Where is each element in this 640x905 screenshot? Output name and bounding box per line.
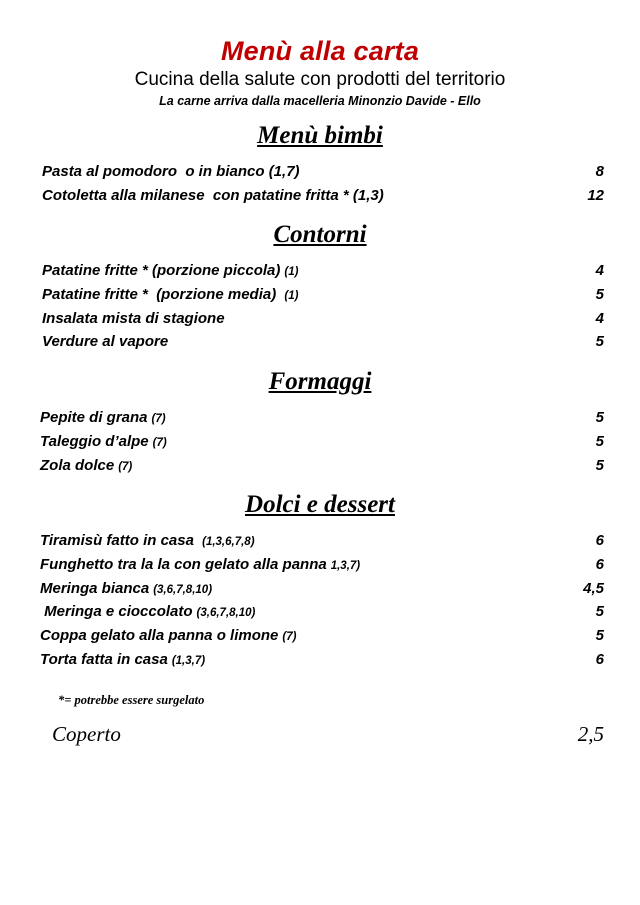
menu-item-price: 5 (595, 603, 604, 621)
menu-item-row (30, 330, 610, 354)
frozen-food-note: *= potrebbe essere surgelato (58, 693, 205, 708)
menu-item-price: 4,5 (583, 579, 604, 597)
menu-item-allergens: (7) (118, 460, 133, 473)
menu-item-price: 12 (587, 186, 604, 204)
menu-item-price: 4 (595, 262, 604, 280)
menu-item-price: 4 (595, 309, 604, 327)
menu-item-row (30, 160, 610, 184)
section-heading: Dolci e dessert (245, 491, 395, 519)
coperto-row (52, 722, 604, 747)
menu-item-list (30, 529, 610, 671)
menu-item-allergens: (1,3,7) (171, 654, 206, 667)
menu-item-name: Funghetto tra la la con gelato alla panna (40, 555, 327, 573)
menu-item-name: Torta fatta in casa (40, 650, 168, 668)
menu-item-allergens: 1,3,7) (330, 559, 361, 572)
coperto-label: Coperto (52, 722, 121, 747)
menu-item-allergens: (7) (152, 436, 167, 449)
menu-item-row (30, 259, 610, 283)
menu-item-row (30, 430, 610, 454)
menu-item-name: Insalata mista di stagione (42, 309, 225, 327)
menu-item-price: 5 (595, 286, 604, 304)
menu-item-row (30, 454, 610, 478)
menu-item-allergens: (1,3,6,7,8) (202, 536, 255, 549)
menu-item-allergens: (7) (151, 413, 166, 426)
menu-item-price: 5 (595, 456, 604, 474)
menu-item-price: 5 (595, 409, 604, 427)
menu-item-name: Verdure al vapore (42, 333, 169, 351)
menu-item-row (30, 184, 610, 208)
menu-item-row (30, 529, 610, 553)
section-heading: Contorni (273, 221, 367, 249)
menu-item-price: 6 (595, 532, 604, 550)
section-heading: Formaggi (268, 368, 372, 396)
meat-origin-note: La carne arriva dalla macelleria Minonzio Davide - Ello (159, 94, 481, 108)
menu-section (30, 368, 610, 477)
menu-item-list (30, 160, 610, 207)
menu-item-name: Cotoletta alla milanese con patatine fritta * (1,3) (42, 186, 384, 204)
menu-item-row (30, 283, 610, 307)
menu-item-name: Patatine fritte * (porzione piccola) (42, 262, 281, 280)
menu-item-price: 5 (595, 333, 604, 351)
coperto-price: 2,5 (577, 722, 604, 747)
menu-item-allergens: (1) (284, 266, 299, 279)
menu-item-price: 6 (595, 650, 604, 668)
menu-item-row (30, 307, 610, 331)
menu-item-name: Pasta al pomodoro o in bianco (1,7) (42, 163, 300, 180)
menu-sections (30, 122, 610, 671)
menu-item-list (30, 406, 610, 477)
menu-item-price: 6 (595, 555, 604, 573)
menu-item-name: Coppa gelato alla panna o limone (40, 626, 279, 644)
menu-item-price: 5 (595, 432, 604, 450)
menu-item-name: Pepite di grana (40, 409, 148, 427)
menu-item-allergens: (7) (282, 630, 297, 643)
menu-item-name: Meringa bianca (40, 579, 150, 597)
menu-item-name: Zola dolce (40, 456, 115, 474)
menu-section (30, 221, 610, 354)
menu-section (30, 491, 610, 671)
menu-item-name: Taleggio d’alpe (40, 432, 149, 450)
page-subtitle: Cucina della salute con prodotti del territorio (134, 69, 506, 90)
menu-item-allergens: (3,6,7,8,10) (153, 583, 213, 596)
section-heading: Menù bimbi (257, 122, 383, 149)
menu-item-list (30, 259, 610, 354)
menu-item-name: Patatine fritte * (porzione media) (42, 286, 281, 304)
menu-item-price: 5 (595, 626, 604, 644)
menu-item-name: Tiramisù fatto in casa (40, 532, 199, 550)
menu-item-row (30, 648, 610, 672)
menu-section (30, 122, 610, 207)
menu-item-name: Meringa e cioccolato (40, 603, 193, 621)
page-title: Menù alla carta (220, 36, 420, 66)
menu-item-row (30, 600, 610, 624)
menu-item-row (30, 553, 610, 577)
menu-item-row (30, 406, 610, 430)
menu-item-row (30, 624, 610, 648)
menu-item-allergens: (3,6,7,8,10) (196, 607, 256, 620)
menu-item-row (30, 577, 610, 601)
menu-item-price: 8 (595, 163, 604, 180)
menu-item-allergens: (1) (284, 290, 299, 303)
